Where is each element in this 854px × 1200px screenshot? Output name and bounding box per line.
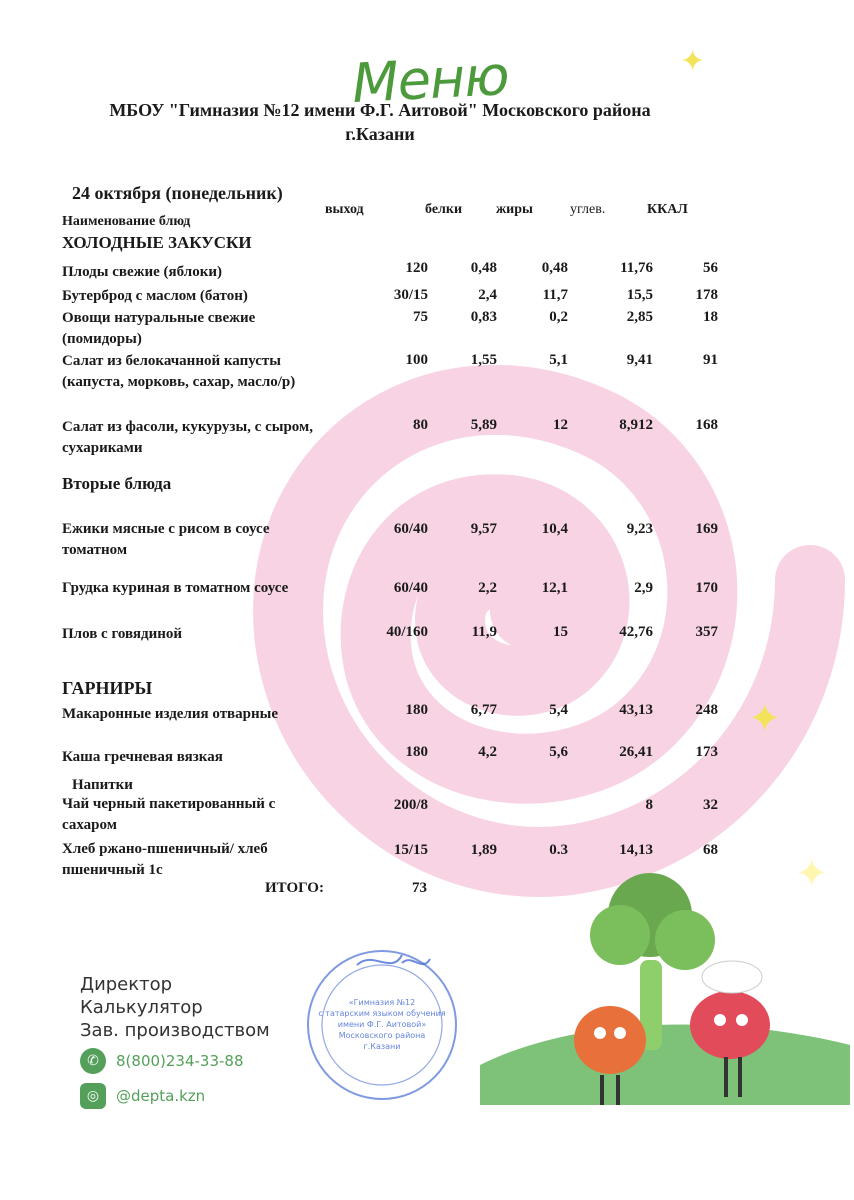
dish-yield: 75 [413, 309, 428, 325]
stamp-line4: Московского района [338, 1031, 426, 1040]
dish-carbs: 2,85 [626, 309, 653, 325]
dish-name: Бутерброд с маслом (батон) [62, 288, 248, 304]
instagram-handle: @depta.kzn [116, 1087, 206, 1105]
dish-kcal: 32 [703, 797, 718, 813]
vegetables-illustration [480, 865, 850, 1105]
dish-yield: 15/15 [393, 842, 428, 858]
col-name-header: Наименование блюд [62, 214, 191, 229]
dish-name: Каша гречневая вязкая [62, 749, 223, 765]
dish-name: Грудка куриная в томатном соусе [62, 580, 289, 596]
dish-kcal: 91 [703, 352, 718, 368]
stamp-line1: «Гимназия №12 [348, 998, 416, 1007]
dish-name: Ежики мясные с рисом в соусе томатном [62, 521, 270, 558]
phone-icon: ✆ [80, 1048, 106, 1074]
role-production: Зав. производством [80, 1020, 270, 1041]
role-calculator: Калькулятор [80, 997, 203, 1018]
dish-name: Овощи натуральные свежие (помидоры) [62, 310, 256, 347]
total-label: ИТОГО: [265, 880, 324, 896]
dish-carbs: 14,13 [619, 842, 653, 858]
col-fat-header: жиры [496, 202, 533, 217]
menu-date: 24 октября (понедельник) [72, 183, 283, 203]
dish-yield: 180 [405, 744, 428, 760]
section-cold: ХОЛОДНЫЕ ЗАКУСКИ [62, 233, 252, 252]
dish-yield: 200/8 [393, 797, 428, 813]
dish-protein: 0,48 [470, 260, 497, 276]
dish-yield: 60/40 [393, 580, 428, 596]
stamp-text [316, 997, 448, 1052]
dish-protein: 4,2 [478, 744, 497, 760]
dish-yield: 60/40 [393, 521, 428, 537]
dish-protein: 1,89 [470, 842, 497, 858]
dish-carbs: 43,13 [619, 702, 653, 718]
dish-kcal: 18 [703, 309, 718, 325]
dish-yield: 100 [405, 352, 428, 368]
dish-carbs: 9,41 [626, 352, 653, 368]
instagram-icon: ◎ [80, 1083, 106, 1109]
dish-yield: 40/160 [386, 624, 428, 640]
school-title-line2: г.Казани [345, 124, 415, 144]
dish-fat: 0,48 [541, 260, 568, 276]
dish-kcal: 56 [703, 260, 718, 276]
school-title-line1: МБОУ "Гимназия №12 имени Ф.Г. Аитовой" Московского района [109, 100, 651, 120]
dish-name: Хлеб ржано-пшеничный/ хлеб пшеничный 1с [62, 841, 268, 878]
dish-protein: 2,2 [478, 580, 497, 596]
sparkle-icon: ✦ [680, 45, 706, 78]
col-protein-header: белки [425, 202, 463, 217]
dish-carbs: 15,5 [626, 287, 653, 303]
phone-contact[interactable] [80, 1048, 244, 1074]
dish-protein: 1,55 [470, 352, 497, 368]
footer-roles [80, 973, 270, 1042]
dish-yield: 30/15 [393, 287, 428, 303]
dish-fat: 10,4 [541, 521, 568, 537]
dish-protein: 6,77 [470, 702, 497, 718]
section-drinks: Напитки [72, 777, 133, 793]
dish-carbs: 8 [645, 797, 653, 813]
dish-fat: 5,4 [549, 702, 568, 718]
dish-kcal: 248 [695, 702, 718, 718]
dish-carbs: 26,41 [619, 744, 653, 760]
dish-protein: 2,4 [478, 287, 497, 303]
dish-protein: 11,9 [471, 624, 497, 640]
dish-protein: 9,57 [470, 521, 497, 537]
dish-fat: 12,1 [541, 580, 568, 596]
col-kcal-header: ККАЛ [647, 202, 688, 217]
official-stamp [302, 945, 462, 1105]
dish-kcal: 68 [703, 842, 718, 858]
dish-name: Макаронные изделия отварные [62, 706, 279, 722]
school-title [60, 98, 700, 146]
role-director: Директор [80, 974, 173, 995]
dish-yield: 120 [405, 260, 428, 276]
section-garnish: ГАРНИРЫ [62, 678, 153, 698]
dish-carbs: 9,23 [626, 521, 653, 537]
sparkle-icon: ✦ [748, 696, 782, 741]
dish-name: Плов с говядиной [62, 626, 183, 642]
dish-carbs: 42,76 [619, 624, 653, 640]
sparkle-icon: ✦ [795, 851, 829, 896]
dish-fat: 5,1 [549, 352, 568, 368]
total-value: 73 [412, 880, 427, 896]
dish-yield: 80 [413, 417, 428, 433]
dish-fat: 5,6 [549, 744, 568, 760]
stamp-line5: г.Казани [363, 1042, 401, 1051]
dish-fat: 0.3 [549, 842, 568, 858]
dish-fat: 11,7 [542, 287, 568, 303]
stamp-line2: с татарским языком обучения [318, 1009, 446, 1018]
menu-logo-word: Меню [350, 43, 511, 116]
dish-fat: 15 [553, 624, 568, 640]
dish-protein: 0,83 [470, 309, 497, 325]
dish-fat: 12 [553, 417, 568, 433]
dish-kcal: 168 [695, 417, 718, 433]
dish-name: Салат из фасоли, кукурузы, с сыром, сухариками [62, 419, 313, 456]
dish-name: Плоды свежие (яблоки) [62, 264, 222, 280]
dish-carbs: 2,9 [634, 580, 653, 596]
dish-carbs: 8,912 [619, 417, 653, 433]
dish-yield: 180 [405, 702, 428, 718]
dish-kcal: 178 [695, 287, 718, 303]
dish-kcal: 169 [695, 521, 718, 537]
dish-name: Салат из белокачанной капусты (капуста, морковь, сахар, масло/р) [62, 353, 296, 390]
col-carbs-header: углев. [570, 202, 606, 217]
stamp-line3: имени Ф.Г. Аитовой» [337, 1020, 427, 1029]
instagram-contact[interactable] [80, 1083, 205, 1109]
section-second: Вторые блюда [62, 474, 172, 493]
dish-kcal: 357 [695, 624, 718, 640]
dish-protein: 5,89 [470, 417, 497, 433]
dish-kcal: 173 [695, 744, 718, 760]
dish-kcal: 170 [695, 580, 718, 596]
dish-fat: 0,2 [549, 309, 568, 325]
dish-carbs: 11,76 [620, 260, 653, 276]
col-yield-header: выход [325, 202, 364, 217]
phone-number: 8(800)234-33-88 [116, 1052, 244, 1070]
dish-name: Чай черный пакетированный с сахаром [62, 796, 276, 833]
